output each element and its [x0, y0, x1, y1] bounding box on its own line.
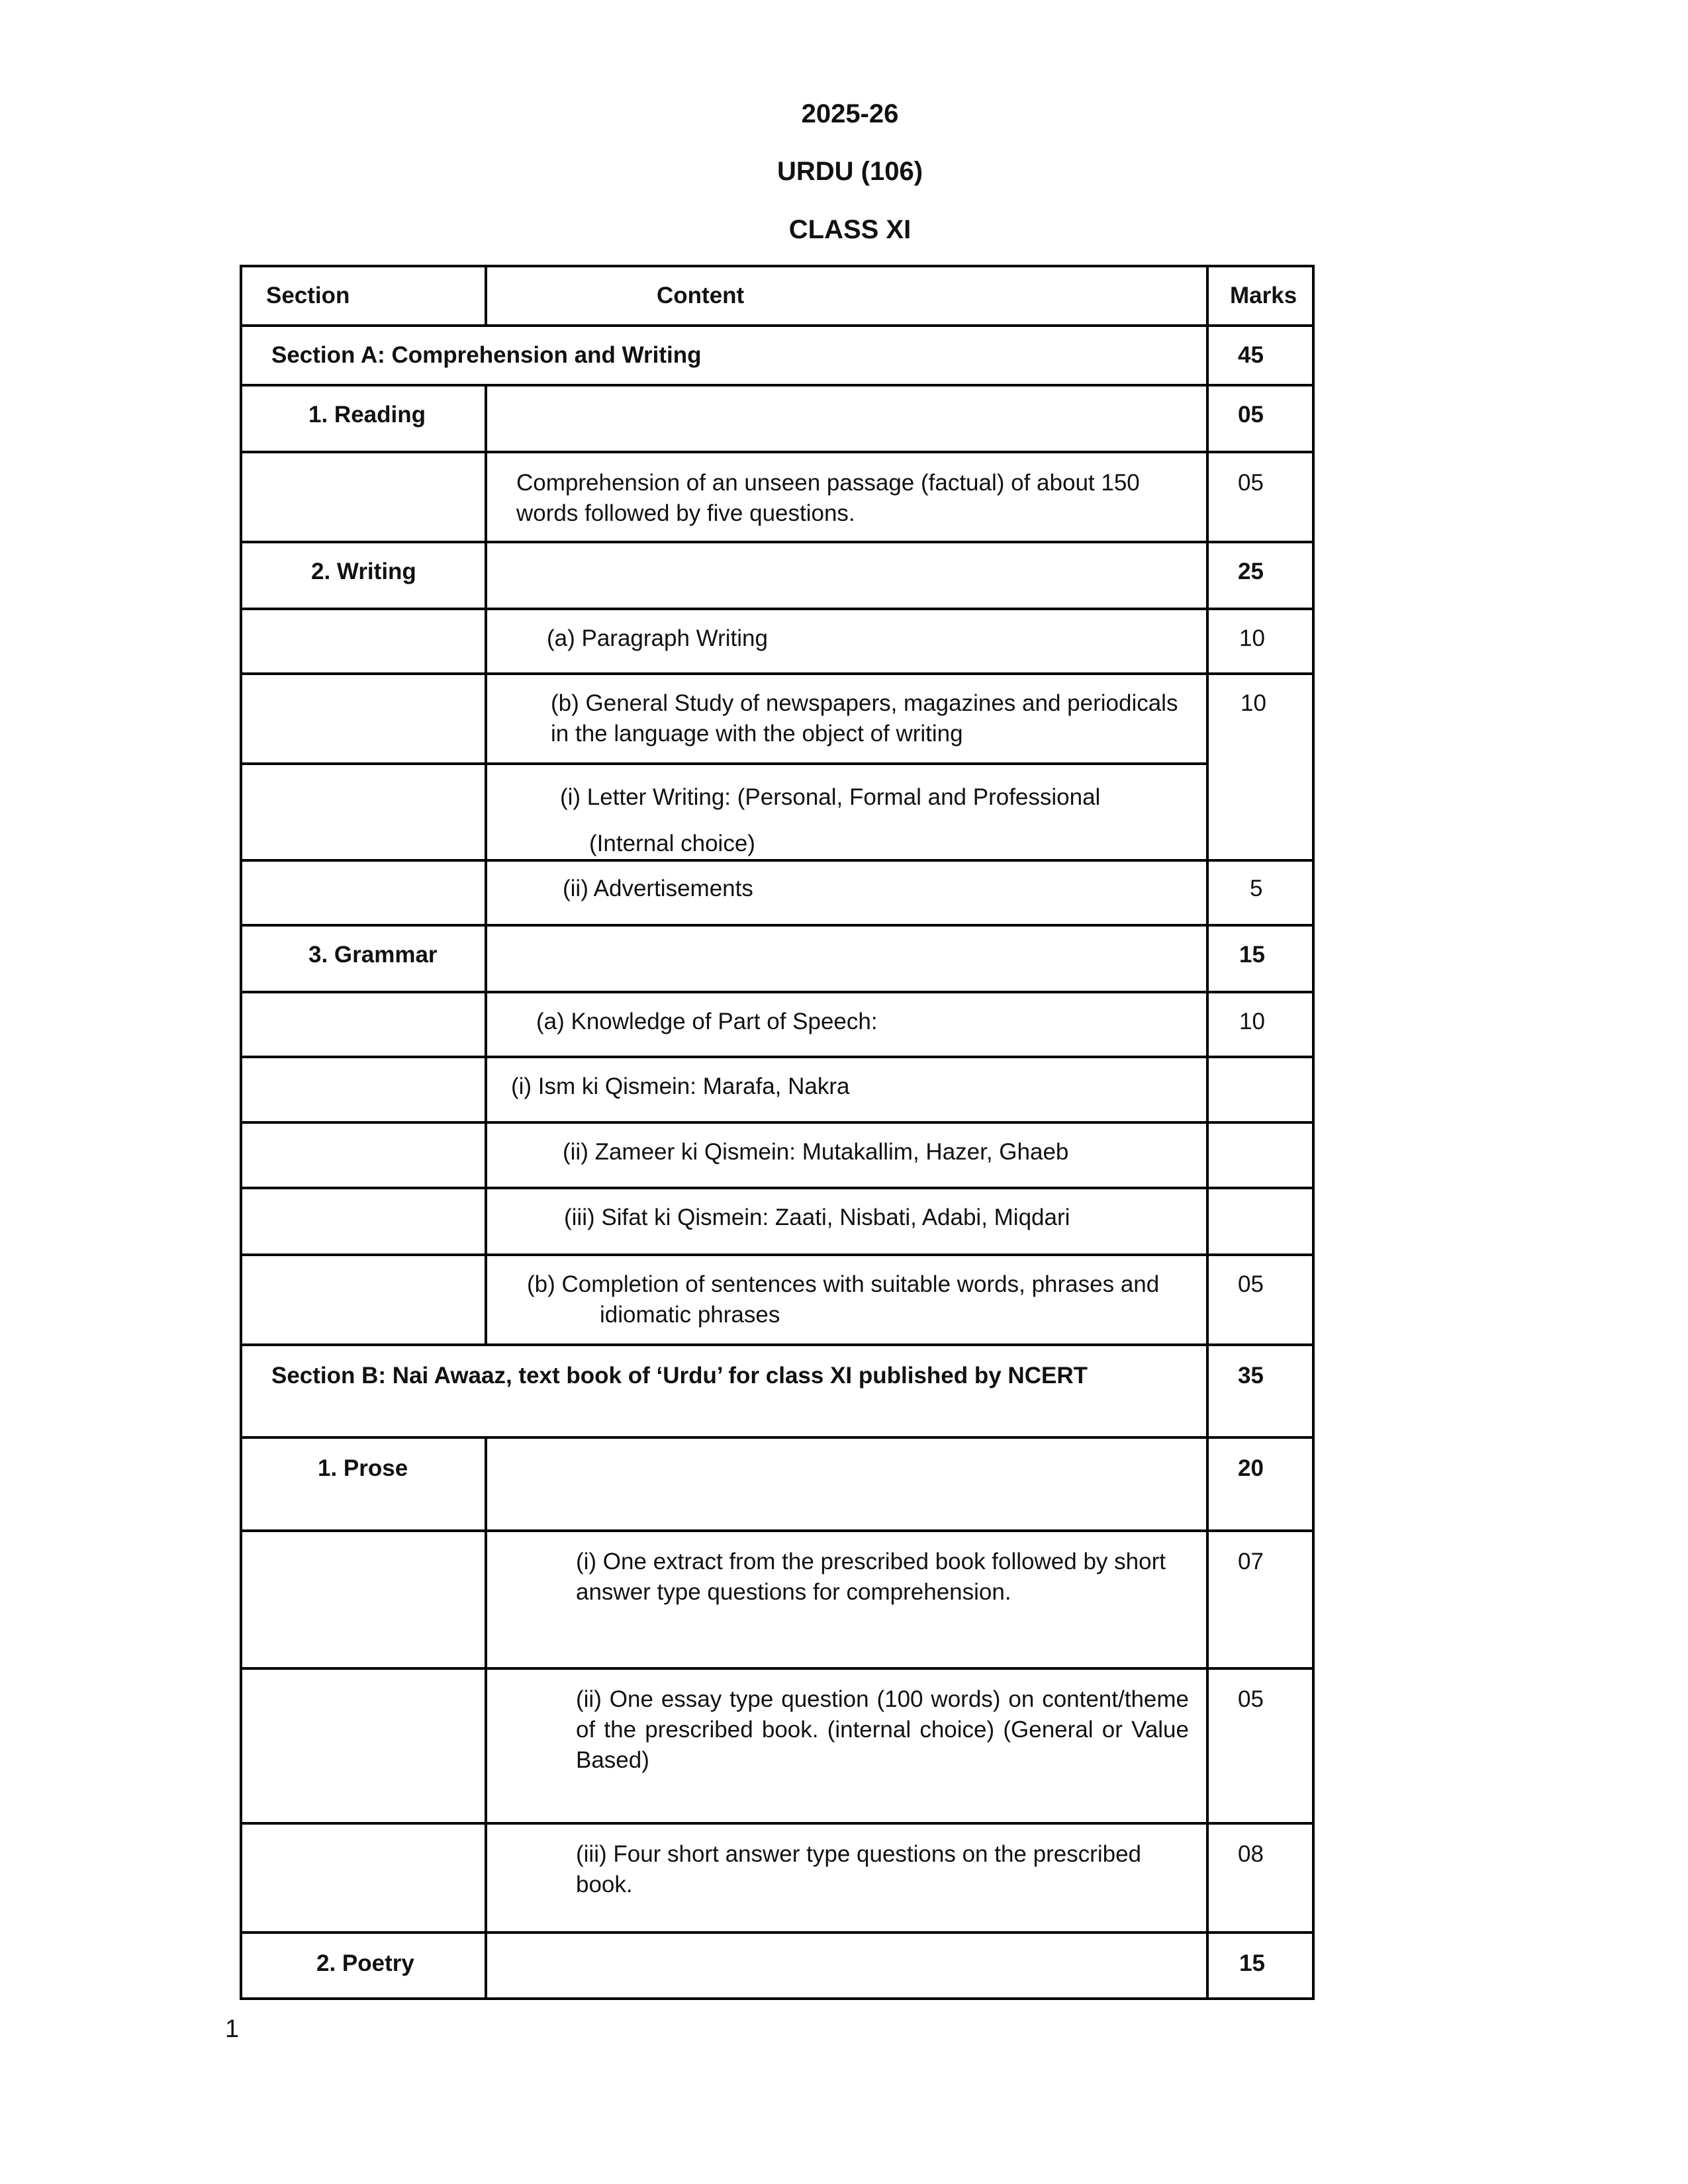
content-cell [486, 385, 1207, 452]
marks-cell: 10 [1207, 609, 1313, 674]
table-row [241, 1933, 1313, 1999]
content-text: (b) Completion of sentences with suitable words, phrases and [527, 1271, 1160, 1297]
header-marks: Marks [1207, 266, 1313, 326]
table-row [241, 542, 1313, 609]
content-cell [486, 1933, 1207, 1999]
content-cell: (i) One extract from the prescribed book followed by short answer type questions for comprehension. [486, 1531, 1207, 1668]
content-cell: (a) Paragraph Writing [486, 609, 1207, 674]
content-cell: (ii) One essay type question (100 words) on content/theme of the prescribed book. (internal choice) (General or Value Based) [486, 1668, 1207, 1823]
marks-cell [1207, 1188, 1313, 1255]
content-cell: (iii) Sifat ki Qismein: Zaati, Nisbati, Adabi, Miqdari [486, 1188, 1207, 1255]
header-content: Content [486, 266, 1207, 326]
marks-cell: 10 [1207, 674, 1313, 860]
table-row [241, 925, 1313, 992]
marks-cell: 05 [1207, 1255, 1313, 1345]
table-row [241, 860, 1313, 925]
marks-cell: 5 [1207, 860, 1313, 925]
section-cell [241, 674, 486, 764]
table-row [241, 609, 1313, 674]
section-cell [241, 452, 486, 542]
content-cell [486, 925, 1207, 992]
content-text-continued: idiomatic phrases [600, 1302, 780, 1328]
content-text: (b) General Study of newspapers, magazines and periodicals in the language with the object of writing [551, 690, 1178, 747]
content-cell [486, 674, 1207, 764]
marks-cell [1207, 1122, 1313, 1188]
section-a-heading: Section A: Comprehension and Writing [241, 326, 1207, 385]
marks-cell: 08 [1207, 1823, 1313, 1933]
section-cell [241, 992, 486, 1057]
marks-cell: 35 [1207, 1345, 1313, 1437]
section-cell: 1. Prose [241, 1437, 486, 1531]
table-row [241, 326, 1313, 385]
content-cell: (ii) Advertisements [486, 860, 1207, 925]
marks-cell: 15 [1207, 1933, 1313, 1999]
syllabus-table [240, 265, 1315, 2000]
table-row [241, 385, 1313, 452]
marks-cell: 20 [1207, 1437, 1313, 1531]
table-row [241, 674, 1313, 764]
content-cell [486, 542, 1207, 609]
year-title: 2025-26 [801, 99, 899, 128]
section-b-heading: Section B: Nai Awaaz, text book of ‘Urdu’ for class XI published by NCERT [241, 1345, 1207, 1437]
table-row [241, 1823, 1313, 1933]
section-cell [241, 1122, 486, 1188]
content-cell: Comprehension of an unseen passage (factual) of about 150 words followed by five questions. [486, 452, 1207, 542]
section-cell [241, 860, 486, 925]
section-cell [241, 1668, 486, 1823]
class-title: CLASS XI [788, 215, 912, 244]
table-row [241, 1437, 1313, 1531]
marks-cell [1207, 1057, 1313, 1122]
content-cell [486, 764, 1207, 860]
marks-cell: 15 [1207, 925, 1313, 992]
table-header-row [241, 266, 1313, 326]
content-cell: (ii) Zameer ki Qismein: Mutakallim, Hazer, Ghaeb [486, 1122, 1207, 1188]
table-row [241, 1345, 1313, 1437]
subject-title: URDU (106) [776, 157, 923, 186]
section-cell [241, 609, 486, 674]
section-cell [241, 1255, 486, 1345]
content-cell: (iii) Four short answer type questions on the prescribed book. [486, 1823, 1207, 1933]
marks-cell: 10 [1207, 992, 1313, 1057]
section-cell: 3. Grammar [241, 925, 486, 992]
section-cell [241, 1823, 486, 1933]
page-number: 1 [225, 2015, 240, 2043]
table-row [241, 992, 1313, 1057]
content-cell: (i) Ism ki Qismein: Marafa, Nakra [486, 1057, 1207, 1122]
content-cell [486, 1255, 1207, 1345]
table-row [241, 1057, 1313, 1122]
table-row [241, 1188, 1313, 1255]
marks-cell: 45 [1207, 326, 1313, 385]
marks-cell: 07 [1207, 1531, 1313, 1668]
section-cell [241, 1057, 486, 1122]
content-cell: (a) Knowledge of Part of Speech: [486, 992, 1207, 1057]
table-row [241, 1255, 1313, 1345]
content-text: (i) Letter Writing: (Personal, Formal and Professional [560, 784, 1101, 810]
marks-cell: 05 [1207, 1668, 1313, 1823]
header-section: Section [241, 266, 486, 326]
table-row [241, 1122, 1313, 1188]
section-cell: 2. Poetry [241, 1933, 486, 1999]
marks-cell: 05 [1207, 452, 1313, 542]
section-cell [241, 1531, 486, 1668]
marks-cell: 25 [1207, 542, 1313, 609]
section-cell: 1. Reading [241, 385, 486, 452]
section-cell: 2. Writing [241, 542, 486, 609]
table-row [241, 764, 1313, 860]
content-text-continued: (Internal choice) [589, 831, 755, 856]
section-cell [241, 764, 486, 860]
table-row [241, 1668, 1313, 1823]
content-cell [486, 1437, 1207, 1531]
table-row [241, 452, 1313, 542]
section-cell [241, 1188, 486, 1255]
table-row [241, 1531, 1313, 1668]
marks-cell: 05 [1207, 385, 1313, 452]
